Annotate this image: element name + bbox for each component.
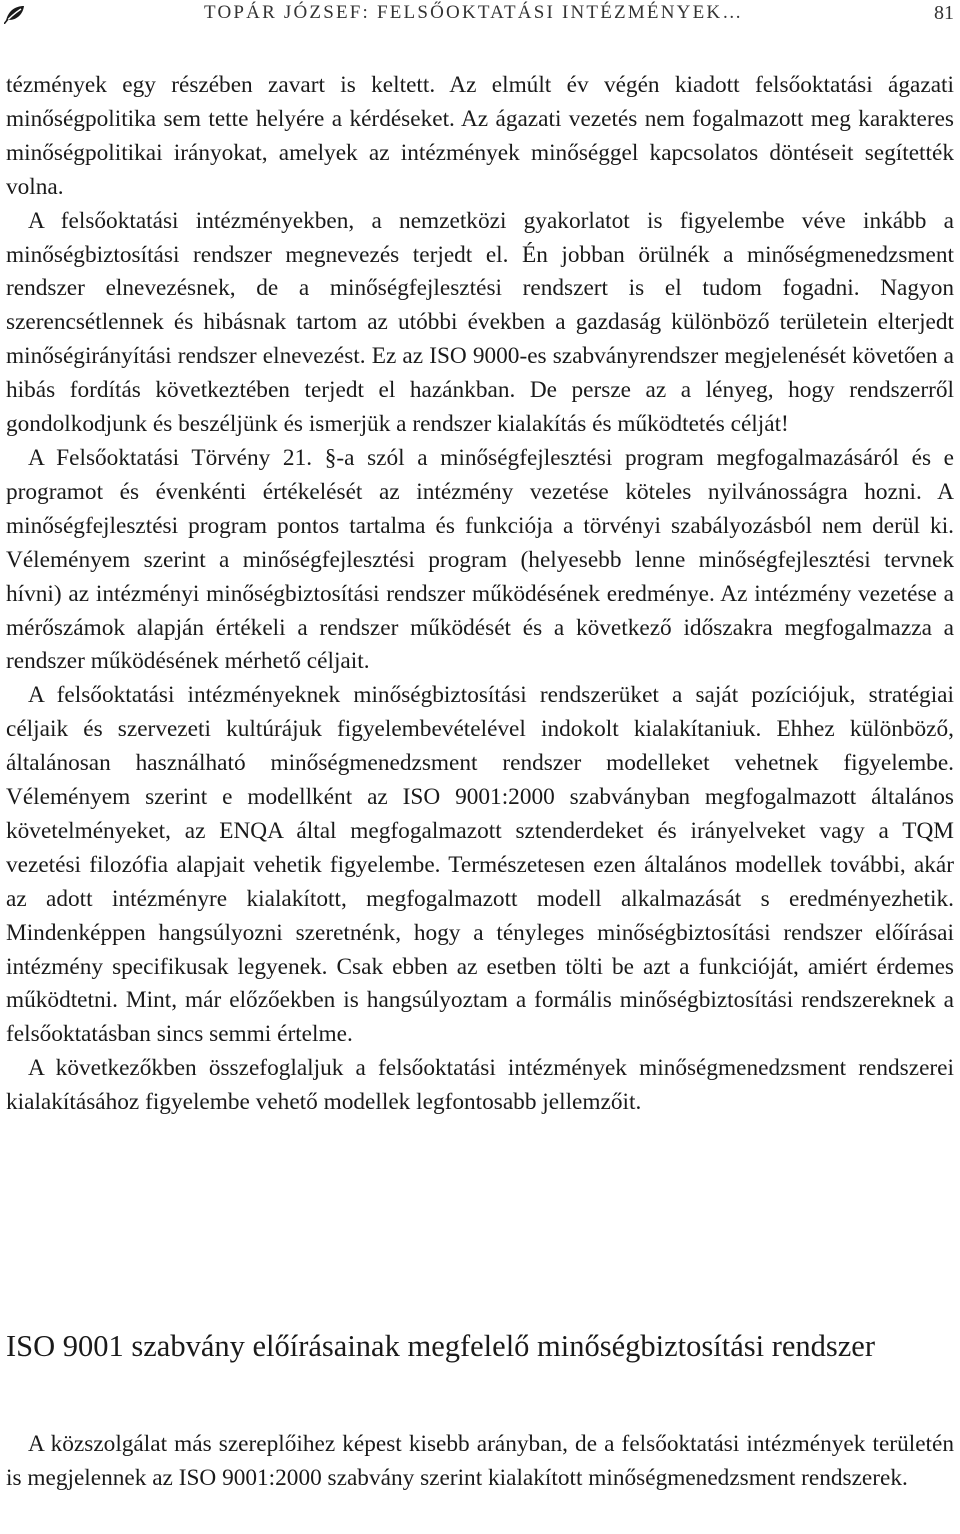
section-body bbox=[6, 1428, 954, 1496]
paragraph: A felsőoktatási intézményeknek minőségbiztosítási rendszerüket a saját pozíciójuk, stratégiai céljaik és szervezeti kultúrájuk figyelembevételével indokolt kialakítaniuk. Ehhez különböző, általánosan használható minőségmenedzsment rendszer modelleket vehetnek figyelembe. Véleményem szerint e modellként az ISO 9001:2000 szabványban megfogalmazott általános követelményeket, az ENQA által megfogalmazott sztenderdeket és irányelveket vagy a TQM vezetési filozófia alapjait vehetik figyelembe. Természetesen ezen általános modellek további, akár az adott intézményre kialakított, megfogalmazott modell alkalmazását s eredményezhetik. Mindenképpen hangsúlyozni szeretnénk, hogy a tényleges minőségbiztosítási rendszer előírásai intézmény specifikusak legyenek. Csak ebben az esetben tölti be azt a funkcióját, amiért érdemes működtetni. Mint, már előzőekben is hangsúlyoztam a formális minőségbiztosítási rendszereknek a felsőoktatásban sincs semmi értelme. bbox=[6, 682, 954, 1048]
running-head-title: TOPÁR JÓZSEF: FELSŐOKTATÁSI INTÉZMÉNYEK… bbox=[204, 2, 744, 23]
paragraph: A Felsőoktatási Törvény 21. §-a szól a minőségfejlesztési program megfogalmazásáról és e programot és évenkénti értékelését az intézmény vezetése köteles nyilvánosságra hozni. A minőségfejlesztési program pontos tartalma és funkciója a törvényi szabályozásból nem derül ki. Véleményem szerint a minőségfejlesztési program (helyesebb lenne minőségfejlesztési tervnek hívni) az intézményi minőségbiztosítási rendszer működésének eredménye. Az intézmény vezetése a mérőszámok alapján értékeli a rendszer működését és a következő időszakra megfogalmazza a rendszer működésének mérhető céljait. bbox=[6, 444, 954, 675]
body-text bbox=[6, 69, 954, 1120]
paragraph: A közszolgálat más szereplőihez képest kisebb arányban, de a felsőoktatási intézmények területén is megjelennek az ISO 9001:2000 szabvány szerint kialakított minőségmenedzsment rendszerek. bbox=[6, 1431, 954, 1491]
paragraph: A következőkben összefoglaljuk a felsőoktatási intézmények minőségmenedzsment rendszerei kialakításához figyelembe vehető modellek legfontosabb jellemzőit. bbox=[6, 1055, 954, 1116]
leaf-ornament-icon bbox=[4, 4, 26, 24]
page-number: 81 bbox=[934, 2, 954, 24]
section-heading: ISO 9001 szabvány előírásainak megfelelő minőségbiztosítási rendszer bbox=[6, 1329, 875, 1363]
paragraph-continuation: tézmények egy részében zavart is keltett. Az elmúlt év végén kiadott felsőoktatási ágazati minőségpolitika sem tette helyére a kérdéseket. Az ágazati vezetés nem fogalmazott meg karakteres minőségpolitikai irányokat, amelyek az intézmények minőséggel kapcsolatos döntéseit segítették volna. bbox=[6, 72, 954, 200]
running-head bbox=[0, 2, 960, 28]
paragraph: A felsőoktatási intézményekben, a nemzetközi gyakorlatot is figyelembe véve inkább a minőségbiztosítási rendszer megnevezés terjedt el. Én jobban örülnék a minőségmenedzsment rendszer elnevezésnek, de a minőségfejlesztési rendszert is el tudom fogadni. Nagyon szerencsétlennek és hibásnak tartom az utóbbi években a gazdaság különböző területein elterjedt minőségirányítási rendszer elnevezést. Ez az ISO 9000-es szabványrendszer megjelenését követően a hibás fordítás következtében terjedt el hazánkban. De persze az a lényeg, hogy rendszerről gondolkodjunk és beszéljünk és ismerjük a rendszer kialakítás és működtetés célját! bbox=[6, 207, 954, 438]
